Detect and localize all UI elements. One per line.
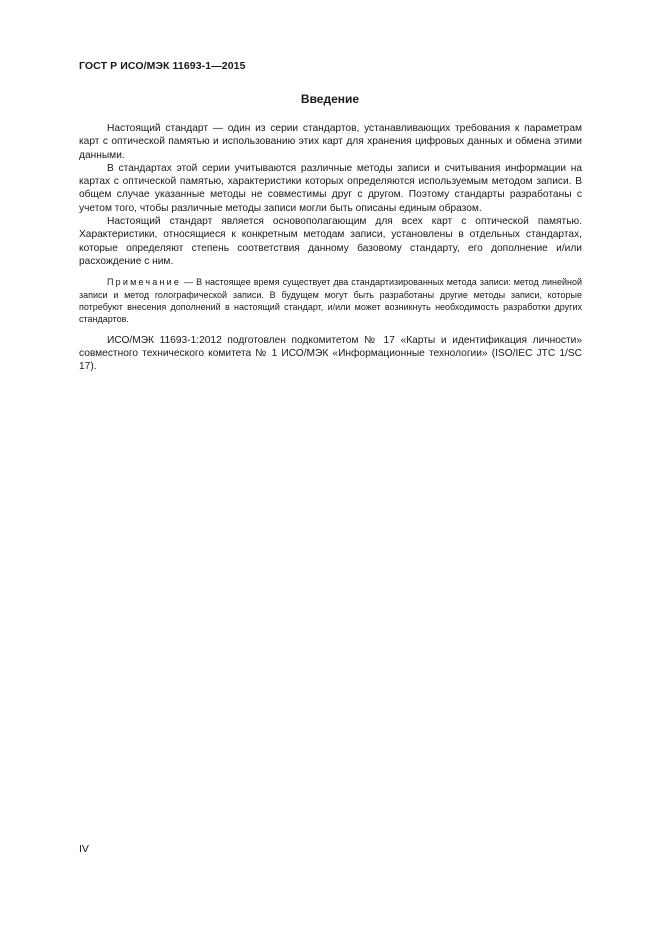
note-label: Примечание — [107, 277, 182, 288]
introduction-body — [79, 122, 582, 374]
document-header-standard-id: ГОСТ Р ИСО/МЭК 11693-1—2015 — [79, 60, 246, 72]
paragraph-1: Настоящий стандарт — один из серии стандартов, устанавливающих требования к параметрам карт с оптической памятью и использованию этих карт для хранения цифровых данных и обмена этими данными. — [79, 123, 582, 161]
note-text: — В настоящее время существует два стандартизированных метода записи: метод линейной записи и метод голографической записи. В будущем могут быть разработаны другие методы записи, которые потребуют внесения дополнений в настоящий стандарт, и/или может возникнуть необходимость разработки других стандартов. — [79, 277, 582, 325]
paragraph-2: В стандартах этой серии учитываются различные методы записи и считывания информации на картах с оптической памятью, характеристики которых определяются используемым методом записи. В общем случае указанные методы не совместимы друг с другом. Поэтому стандарты разработаны с учетом того, чтобы различные методы записи могли быть описаны единым образом. — [79, 162, 582, 214]
note-block — [79, 276, 582, 326]
paragraph-3: Настоящий стандарт является основополагающим для всех карт с оптической памятью. Характеристики, относящиеся к конкретным методам записи, установлены в отдельных стандартах, которые определяют степень соответствия данному базовому стандарту, его дополнение и/или расхождение с ним. — [79, 216, 582, 267]
closing-paragraph: ИСО/МЭК 11693-1:2012 подготовлен подкомитетом № 17 «Карты и идентификация личности» совместного технического комитета № 1 ИСО/МЭК «Информационные технологии» (ISO/IEC JTC 1/SC 17). — [79, 334, 582, 373]
page-number: IV — [79, 843, 89, 855]
section-title: Введение — [300, 92, 360, 106]
